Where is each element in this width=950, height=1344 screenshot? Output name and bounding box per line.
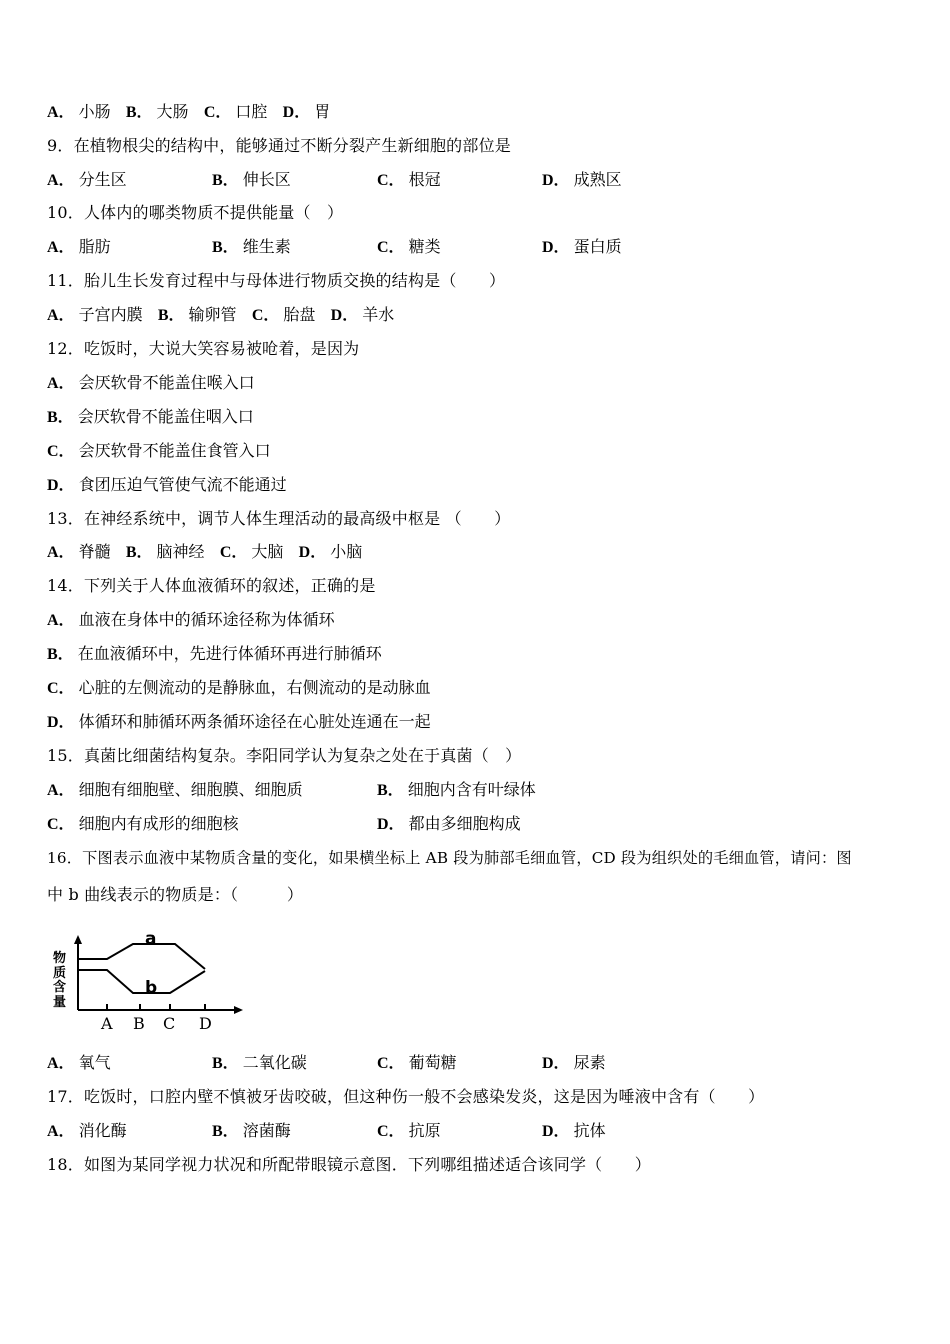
option-d: D． 胃 bbox=[282, 102, 331, 121]
q12-option-c: C． 会厌软骨不能盖住食管入口 bbox=[47, 441, 271, 460]
q10-option-d: D． 蛋白质 bbox=[542, 237, 622, 256]
question-15-stem: 15．真菌比细菌结构复杂。李阳同学认为复杂之处在于真菌（ ） bbox=[47, 746, 522, 765]
q14-option-a: A． 血液在身体中的循环途径称为体循环 bbox=[47, 610, 335, 629]
q10-option-b: B． 维生素 bbox=[212, 237, 291, 256]
y-axis-arrow bbox=[74, 935, 82, 944]
q14-option-c: C． 心脏的左侧流动的是静脉血，右侧流动的是动脉血 bbox=[47, 678, 431, 697]
question-14-stem: 14．下列关于人体血液循环的叙述，正确的是 bbox=[47, 576, 376, 595]
option-b: B． 输卵管 bbox=[157, 305, 237, 324]
q11-options bbox=[47, 305, 394, 325]
q9-option-b: B． 伸长区 bbox=[212, 170, 291, 189]
q12-option-a: A． 会厌软骨不能盖住喉入口 bbox=[47, 373, 255, 392]
option-a: A． 子宫内膜 bbox=[47, 305, 143, 324]
q15-option-a: A． 细胞有细胞壁、细胞膜、细胞质 bbox=[47, 780, 303, 799]
q9-option-c: C． 根冠 bbox=[377, 170, 441, 189]
q13-options bbox=[47, 542, 362, 562]
option-b: B． 大肠 bbox=[125, 102, 189, 121]
q17-option-b: B． 溶菌酶 bbox=[212, 1121, 291, 1140]
x-tick-label: D bbox=[199, 1014, 212, 1033]
q12-option-d: D． 食团压迫气管使气流不能通过 bbox=[47, 475, 287, 494]
ylabel-char: 物 bbox=[53, 951, 67, 966]
q16-option-b: B． 二氧化碳 bbox=[212, 1053, 307, 1072]
option-d: D． 小脑 bbox=[298, 542, 363, 561]
question-12-stem: 12．吃饭时，大说大笑容易被呛着，是因为 bbox=[47, 339, 360, 358]
q14-option-b: B． 在血液循环中，先进行体循环再进行肺循环 bbox=[47, 644, 382, 663]
option-d: D． 羊水 bbox=[330, 305, 395, 324]
blood-substance-figure bbox=[45, 925, 250, 1035]
option-c: C． 口腔 bbox=[203, 102, 268, 121]
question-13-stem: 13．在神经系统中，调节人体生理活动的最高级中枢是 （ ） bbox=[47, 509, 511, 528]
curve-b bbox=[78, 970, 205, 993]
q15-option-b: B． 细胞内含有叶绿体 bbox=[377, 780, 536, 799]
option-b: B． 脑神经 bbox=[125, 542, 205, 561]
q17-option-d: D． 抗体 bbox=[542, 1121, 606, 1140]
option-a: A． 小肠 bbox=[47, 102, 111, 121]
option-c: C． 大脑 bbox=[219, 542, 284, 561]
ylabel-char: 质 bbox=[53, 966, 67, 981]
question-9-stem: 9．在植物根尖的结构中，能够通过不断分裂产生新细胞的部位是 bbox=[47, 136, 511, 155]
x-axis-arrow bbox=[234, 1006, 243, 1014]
curve-a-label: a bbox=[145, 929, 157, 949]
x-tick-label: B bbox=[133, 1014, 145, 1033]
ylabel-char: 量 bbox=[53, 995, 67, 1010]
x-tick-label: C bbox=[163, 1014, 176, 1033]
q15-option-d: D． 都由多细胞构成 bbox=[377, 814, 521, 833]
question-11-stem: 11．胎儿生长发育过程中与母体进行物质交换的结构是（ ） bbox=[47, 271, 506, 290]
q16-option-a: A． 氧气 bbox=[47, 1053, 111, 1072]
q8-options bbox=[47, 102, 330, 122]
q16-option-d: D． 尿素 bbox=[542, 1053, 606, 1072]
q9-option-d: D． 成熟区 bbox=[542, 170, 622, 189]
curve-b-label: b bbox=[145, 978, 158, 998]
option-a: A． 脊髓 bbox=[47, 542, 111, 561]
q9-option-a: A． 分生区 bbox=[47, 170, 127, 189]
question-17-stem: 17．吃饭时，口腔内壁不慎被牙齿咬破，但这种伤一般不会感染发炎，这是因为唾液中含有（ ） bbox=[47, 1087, 765, 1106]
ylabel-char: 含 bbox=[53, 980, 67, 995]
question-10-stem: 10．人体内的哪类物质不提供能量（ ） bbox=[47, 203, 344, 222]
question-18-stem: 18．如图为某同学视力状况和所配带眼镜示意图．下列哪组描述适合该同学（ ） bbox=[47, 1155, 651, 1174]
q16-option-c: C． 葡萄糖 bbox=[377, 1053, 457, 1072]
q15-option-c: C． 细胞内有成形的细胞核 bbox=[47, 814, 239, 833]
option-c: C． 胎盘 bbox=[251, 305, 316, 324]
q10-option-a: A． 脂肪 bbox=[47, 237, 111, 256]
curve-a bbox=[78, 944, 205, 969]
q17-option-a: A． 消化酶 bbox=[47, 1121, 127, 1140]
question-16-stem-line2: 中 b 曲线表示的物质是：（ ） bbox=[47, 885, 304, 904]
q10-option-c: C． 糖类 bbox=[377, 237, 441, 256]
q12-option-b: B． 会厌软骨不能盖住咽入口 bbox=[47, 407, 254, 426]
q14-option-d: D． 体循环和肺循环两条循环途径在心脏处连通在一起 bbox=[47, 712, 431, 731]
question-16-stem-line1: 16．下图表示血液中某物质含量的变化，如果横坐标上 AB 段为肺部毛细血管，CD 段为组织处的毛细血管，请问：图 bbox=[47, 849, 852, 867]
x-tick-label: A bbox=[101, 1014, 113, 1033]
q17-option-c: C． 抗原 bbox=[377, 1121, 441, 1140]
